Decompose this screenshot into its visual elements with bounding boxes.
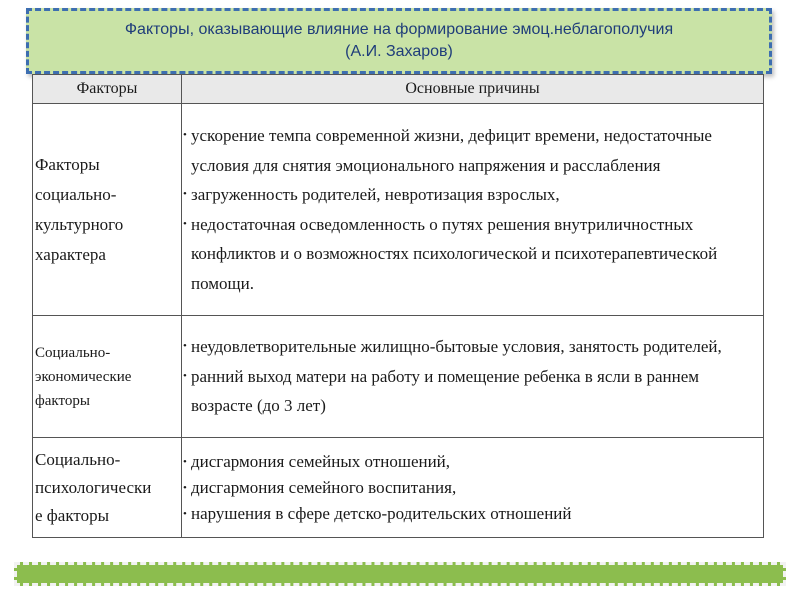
reasons-cell-socioeconomic [182,316,764,438]
table-row [33,316,764,438]
reasons-list [182,332,763,421]
slide-title-line-1: Факторы, оказывающие влияние на формирование эмоц.неблагополучия [124,21,674,38]
table-header-row [33,75,764,104]
reason-item: • ускорение темпа современной жизни, дефицит времени, недостаточные условия для снятия эмоционального напряжения и расслабления [191,121,763,180]
reason-item: • дисгармония семейных отношений, [191,449,763,475]
header-main-reasons: Основные причины [182,75,764,104]
reason-item: • ранний выход матери на работу и помещение ребенка в ясли в раннем возрасте (до 3 лет) [191,362,763,421]
header-factors: Факторы [33,75,182,104]
reason-item: • дисгармония семейного воспитания, [191,475,763,501]
factor-cell-sociopsychological [33,438,182,538]
factor-line: культурного [35,214,124,234]
factor-line: Социально- [35,344,111,361]
factor-line: экономические [35,368,132,385]
reasons-list [182,121,763,298]
factor-line: социально- [35,184,117,204]
factor-cell-sociocultural [33,104,182,316]
reason-item: • загруженность родителей, невротизация взрослых, [191,180,763,210]
factors-table [32,74,764,538]
factor-line: характера [35,244,106,264]
factor-line: Социально- [35,449,121,469]
factor-line: факторы [35,392,90,409]
factor-line: е факторы [35,505,110,525]
footer-band [14,562,786,586]
slide-title-line-2: (А.И. Захаров) [345,43,453,60]
factor-cell-socioeconomic [33,316,182,438]
reasons-list [182,449,763,527]
reasons-cell-sociopsychological [182,438,764,538]
factor-line: Факторы [35,154,100,174]
factor-line: психологически [35,477,152,497]
table-row [33,104,764,316]
reason-item: • неудовлетворительные жилищно-бытовые условия, занятость родителей, [191,332,763,362]
table-row [33,438,764,538]
slide-title [26,8,772,74]
reasons-cell-sociocultural [182,104,764,316]
reason-item: • недостаточная осведомленность о путях решения внутриличностных конфликтов и о возможностях психологической и психотерапевтической помощи. [191,210,763,299]
reason-item: • нарушения в сфере детско-родительских отношений [191,501,763,527]
